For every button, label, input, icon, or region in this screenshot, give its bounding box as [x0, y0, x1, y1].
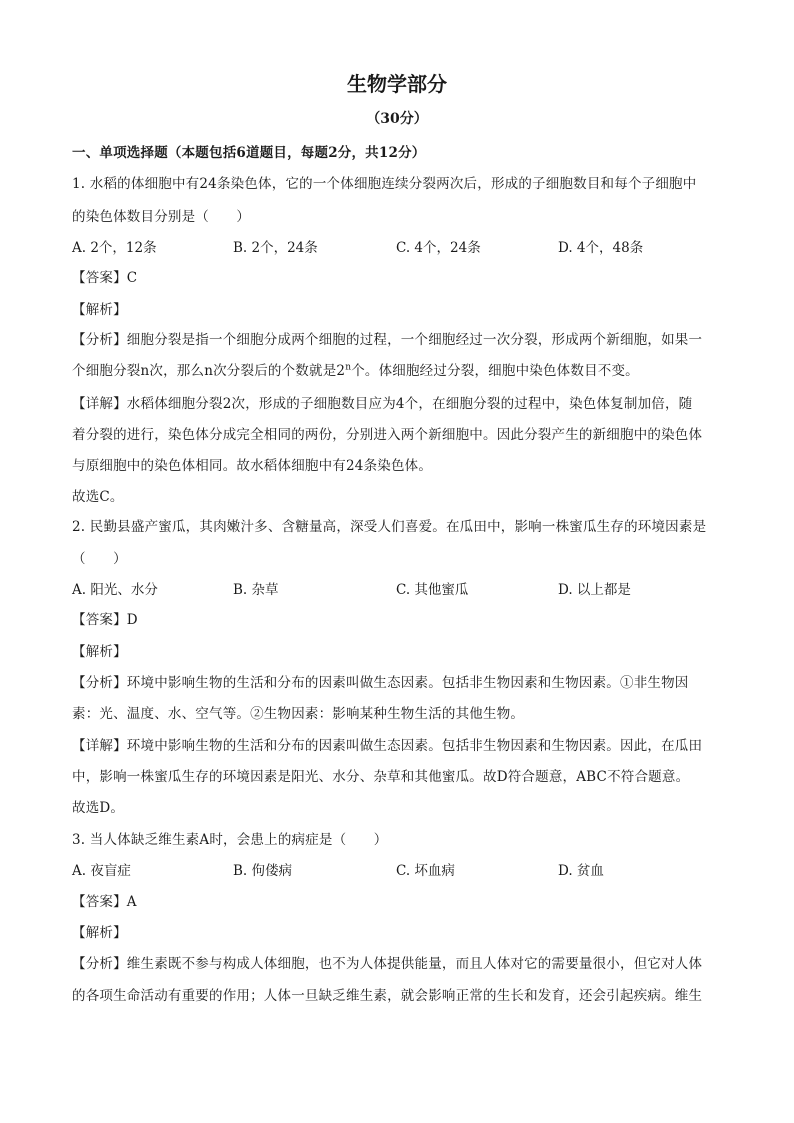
q2-analysis-label: 【解析】 [72, 644, 127, 660]
q2-option-d: D. 以上都是 [558, 582, 631, 598]
q1-option-d: D. 4个，48条 [558, 240, 644, 256]
q1-option-a: A. 2个，12条 [72, 240, 157, 256]
q1-stem-line2: 的染色体数目分别是（ ） [72, 209, 251, 225]
q3-stem-line1: 3. 当人体缺乏维生素A时，会患上的病症是（ ） [72, 832, 388, 848]
score-subtitle: （30分） [366, 111, 428, 127]
q2-stem-line2: （ ） [72, 551, 127, 567]
page-title: 生物学部分 [347, 72, 447, 96]
q1-option-b: B. 2个，24条 [233, 240, 318, 256]
q1-option-c: C. 4个，24条 [396, 240, 481, 256]
q1-analysis-label: 【解析】 [72, 302, 127, 318]
q3-analysis-label: 【解析】 [72, 925, 127, 941]
q3-answer: 【答案】A [72, 894, 137, 910]
q2-stem-line1: 2. 民勤县盛产蜜瓜，其肉嫩汁多、含糖量高，深受人们喜爱。在瓜田中，影响一株蜜瓜生存的环境因素是 [72, 519, 707, 535]
q1-answer: 【答案】C [72, 270, 138, 286]
q1-fenxi-line2 [72, 359, 732, 379]
q1-xiangjie-line3: 与原细胞中的染色体相同。故水稻体细胞中有24条染色体。 [72, 458, 433, 474]
q3-fenxi-line2: 的各项生命活动有重要的作用；人体一旦缺乏维生素，就会影响正常的生长和发育，还会引起疾病。维生 [72, 988, 703, 1004]
q2-option-c: C. 其他蜜瓜 [396, 582, 469, 598]
q1-fenxi-line2-a: 个细胞分裂n次，那么n次分裂后的个数就是2 [72, 363, 346, 379]
q3-option-d: D. 贫血 [558, 863, 604, 879]
q2-fenxi-line2: 素：光、温度、水、空气等。②生物因素：影响某种生物生活的其他生物。 [72, 706, 525, 722]
q2-option-a: A. 阳光、水分 [72, 582, 158, 598]
q3-option-c: C. 坏血病 [396, 863, 455, 879]
q1-stem-line1: 1. 水稻的体细胞中有24条染色体，它的一个体细胞连续分裂两次后，形成的子细胞数目和每个子细胞中 [72, 176, 697, 192]
q3-fenxi-line1: 【分析】维生素既不参与构成人体细胞，也不为人体提供能量，而且人体对它的需要量很小，但它对人体 [72, 956, 703, 972]
q1-fenxi-line1: 【分析】细胞分裂是指一个细胞分成两个细胞的过程，一个细胞经过一次分裂，形成两个新细胞，如果一 [72, 332, 703, 348]
q3-option-b: B. 佝偻病 [233, 863, 293, 879]
q2-answer: 【答案】D [72, 612, 138, 628]
q2-option-b: B. 杂草 [233, 582, 279, 598]
q1-fenxi-superscript: n [345, 362, 352, 373]
q3-option-a: A. 夜盲症 [72, 863, 131, 879]
q1-xiangjie-line2: 着分裂的进行，染色体分成完全相同的两份，分别进入两个新细胞中。因此分裂产生的新细胞中的染色体 [72, 427, 703, 443]
q2-fenxi-line1: 【分析】环境中影响生物的生活和分布的因素叫做生态因素。包括非生物因素和生物因素。①非生物因 [72, 675, 689, 691]
q2-xiangjie-line2: 中，影响一株蜜瓜生存的环境因素是阳光、水分、杂草和其他蜜瓜。故D符合题意，ABC不符合题意。 [72, 769, 690, 785]
q2-choose: 故选D。 [72, 800, 125, 816]
q1-fenxi-line2-b: 个。体细胞经过分裂，细胞中染色体数目不变。 [351, 363, 639, 379]
q1-choose: 故选C。 [72, 489, 124, 505]
q2-xiangjie-line1: 【详解】环境中影响生物的生活和分布的因素叫做生态因素。包括非生物因素和生物因素。因此，在瓜田 [72, 738, 703, 754]
section-heading: 一、单项选择题（本题包括6道题目，每题2分，共12分） [72, 145, 426, 161]
q1-xiangjie-line1: 【详解】水稻体细胞分裂2次，形成的子细胞数目应为4个，在细胞分裂的过程中，染色体复制加倍，随 [72, 396, 693, 412]
